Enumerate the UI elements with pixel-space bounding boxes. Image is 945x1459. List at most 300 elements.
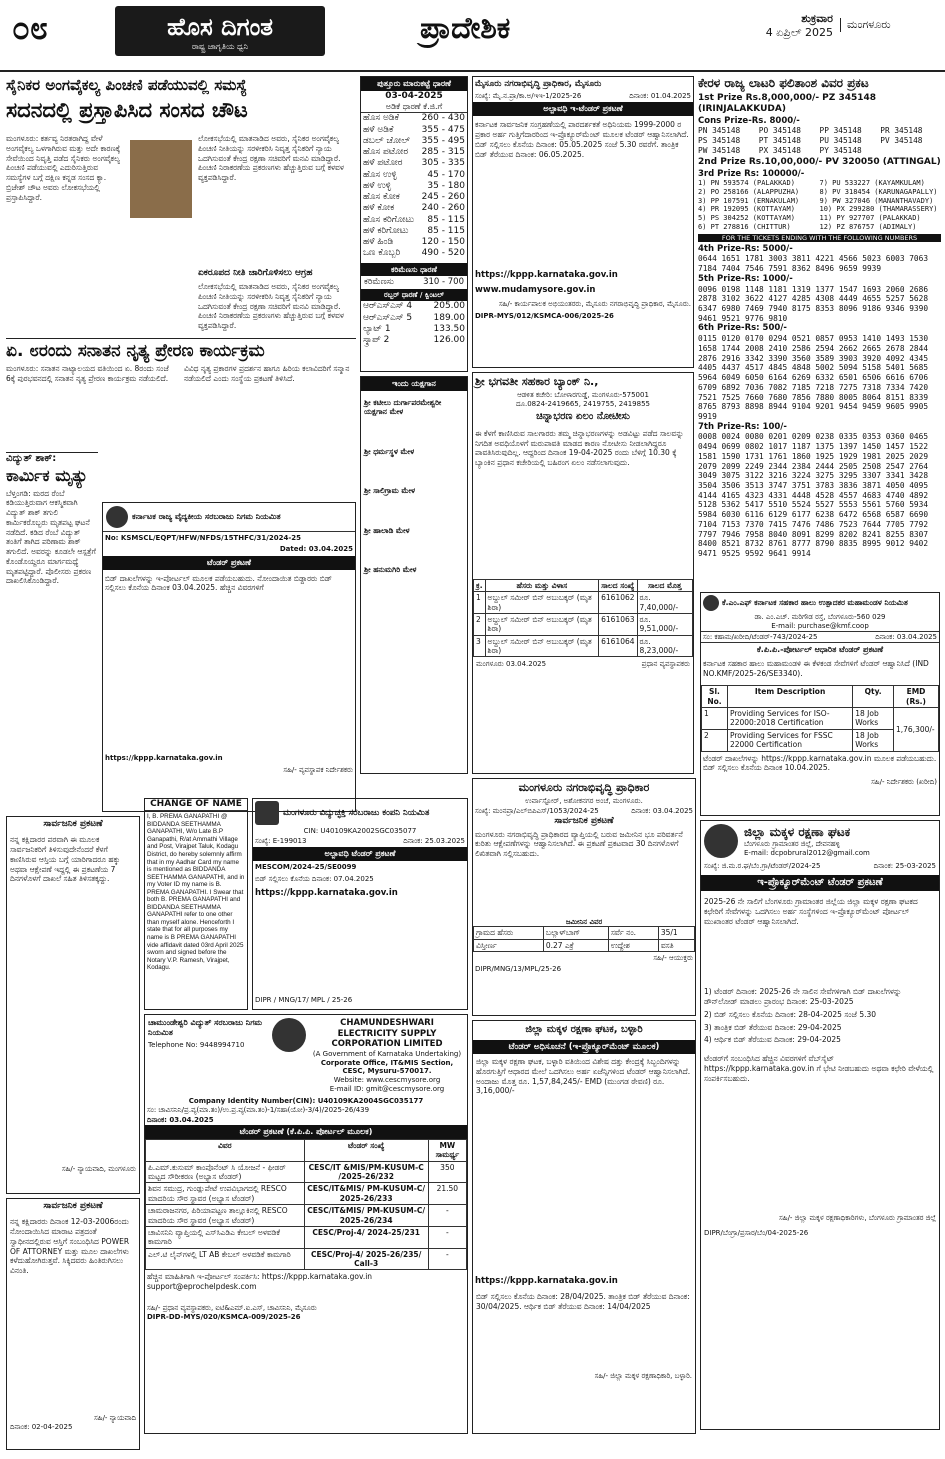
mcc-subtitle: ಉರ್ವಾಸ್ಟೋರ್, ಅಶೋಕನಗರ ಅಂಚೆ, ಮಂಗಳೂರು.: [525, 796, 643, 805]
masthead: [0, 0, 945, 72]
kmf-intro: ಕರ್ನಾಟಕ ಸಹಕಾರ ಹಾಲು ಮಹಾಮಂಡಳಿ ಈ ಕೆಳಕಂಡ ಸೇವೆಗಳಿಗೆ ಟೆಂಡರ್ ಆಹ್ವಾನಿಸಿದೆ (IND NO.KMF/2025-26/SE3340).: [703, 659, 929, 678]
rubber-value: 133.50: [433, 323, 465, 334]
bank-table-row: [474, 592, 693, 614]
cesc-cell-mw: -: [428, 1248, 466, 1270]
page-number: ೦೮: [12, 9, 48, 47]
mescom-date: ದಿನಾಂಕ: 25.03.2025: [403, 836, 465, 845]
bank-loan-table: [473, 579, 693, 658]
kmf-ref: ಸಂ: ಕಹಾಮ/ಖರೀದಿ/ಟೆಂಡರ್-743/2024-25: [703, 632, 818, 641]
bank-footer-place: ಮಂಗಳೂರು: [476, 660, 504, 669]
kmf-address: ಡಾ. ಎಂ.ಎಚ್. ಮರಿಗೌಡ ರಸ್ತೆ, ಬೆಂಗಳೂರು-560 029: [754, 613, 886, 621]
pepper-title: ಕರಿಮೆಣಸು ಧಾರಣೆ: [361, 263, 467, 276]
cesc-cell-tender: CESC/IT &MIS/PM-KUSUM-C /2025-26/232: [304, 1161, 428, 1183]
kmf-sign: ಸಹಿ/- ನಿರ್ದೇಶಕರು (ಖರೀದಿ): [871, 777, 937, 786]
lottery-second-prize: 2nd Prize Rs.10,00,000/- PV 320050 (ATTINGAL): [698, 157, 941, 168]
public-notice-1: [6, 816, 140, 1194]
rate-row: [361, 147, 467, 158]
lottery-fifth-label: 5th Prize-Rs: 1000/-: [698, 273, 793, 284]
rubber-row: [361, 324, 467, 335]
rate-range: 285 - 315: [421, 147, 465, 157]
ksmscl-website[interactable]: https://kppp.karnataka.gov.in: [105, 753, 223, 762]
third-prize-number: 2) PO 258166 (ALAPPUZHA): [698, 187, 800, 196]
rate-row: [361, 203, 467, 214]
cons-number: PY 345148: [819, 145, 862, 155]
mescom-heading: ಅಲ್ಪಾವಧಿ ಟೆಂಡರ್ ಪ್ರಕಟಣೆ: [253, 847, 467, 861]
cesc-date: ದಿನಾಂಕ: 03.04.2025: [147, 1116, 214, 1125]
rate-range: 85 - 115: [427, 225, 465, 236]
story2-body: ಮಂಗಳೂರು: ಸನಾತನ ನಾಟ್ಯಾಲಯದ ವತಿಯಿಂದ ಏ. 8ರಂದು ಸಂಜೆ 6ಕ್ಕೆ ಪುರಭವನದಲ್ಲಿ ಸನಾತನ ನೃತ್ಯ ಪ್ರೇರಣ ಕಾರ್ಯಕ್ರಮ ನಡೆಯಲಿದೆ. ವಿವಿಧ ನೃತ್ಯ ಪ್ರಕಾರಗಳ ಪ್ರದರ್ಶನ ಹಾಗೂ ಹಿರಿಯ ಕಲಾವಿದರಿಗೆ ಸನ್ಮಾನ ನಡೆಯಲಿದೆ ಎಂದು ಸಂಸ್ಥೆಯ ಪ್ರಕಟಣೆ ತಿಳಿಸಿದೆ.: [6, 364, 350, 383]
bank-heading: ಚಿನ್ನಾಭರಣ ಏಲಂ ನೋಟೀಸು: [536, 411, 630, 423]
muda-date: ದಿನಾಂಕ: 01.04.2025: [629, 91, 691, 100]
lottery-first-prize: 1st Prize Rs.8,000,000/- PZ 345148 (IRINJALAKKUDA): [698, 93, 877, 115]
rate-range: 120 - 150: [421, 237, 465, 247]
cesc-cell-mw: -: [428, 1226, 466, 1248]
mcc-date: ದಿನಾಂಕ: 03.04.2025: [631, 806, 693, 815]
arecanut-rates-table: [361, 113, 467, 259]
muda-dipr: DIPR-MYS/012/KSMCA-006/2025-26: [475, 312, 614, 321]
lottery-sixth-label: 6th Prize-Rs: 500/-: [698, 323, 787, 334]
ksmscl-title: ಕರ್ನಾಟಕ ರಾಜ್ಯ ವೈದ್ಯಕೀಯ ಸರಬರಾಜು ನಿಗಮ ನಿಯಮಿತ: [132, 512, 281, 521]
kmf-table-row: [702, 708, 939, 730]
rubber-rates-table: [361, 301, 467, 346]
third-prize-number: 11) PY 927707 (PALAKKAD): [819, 214, 921, 223]
dcpu-body-2: ಟೆಂಡರ್‌ಗೆ ಸಂಬಂಧಿಸಿದ ಹೆಚ್ಚಿನ ವಿವರಗಳಿಗೆ ವೆಬ್‌ಸೈಟ್ https://kppp.karnataka.gov.in ಗೆ ಭೇಟಿ ನೀಡಬಹುದು ಅಥವಾ ಕಛೇರಿ ವೇಳೆಯಲ್ಲಿ ಸಂಪರ್ಕಿಸಬಹುದು.: [704, 1054, 934, 1083]
yakshagana-item: ಶ್ರೀ ಸಾಲಿಗ್ರಾಮ ಮೇಳ: [364, 486, 416, 496]
rubber-value: 189.00: [433, 312, 465, 323]
market-date: 03-04-2025: [385, 91, 443, 101]
mcc-table-row: [474, 939, 695, 951]
notice1-body: ನನ್ನ ಕಕ್ಷಿದಾರರ ಪರವಾಗಿ ಈ ಮೂಲಕ ಸಾರ್ವಜನಿಕರಿಗೆ ತಿಳಿಸುವುದೇನೆಂದರೆ ಕೆಳಗೆ ಕಾಣಿಸಿರುವ ಆಸ್ತಿಯ ಬಗ್ಗೆ ಯಾರಿಗಾದರೂ ಹಕ್ಕು ಅಥವಾ ಆಕ್ಷೇಪಣೆ ಇದ್ದಲ್ಲಿ ಈ ಪ್ರಕಟಣೆಯ 7 ದಿನಗಳೊಳಗೆ ದಾಖಲೆ ಸಹಿತ ತಿಳಿಸತಕ್ಕದ್ದು.: [10, 835, 121, 884]
lottery-fifth-numbers: 0096 0198 1148 1181 1319 1377 1547 1693 2060 2686 2878 3102 3622 4127 4285 4308 4449 4655 5257 5628 6347 6980 7469 7940 8175 8353 8096 9186 9346 9390 9461 9521 9776 9810: [698, 284, 929, 323]
dcpu-item: 3) ತಾಂತ್ರಿಕ ಬಿಡ್ ತೆರೆಯುವ ದಿನಾಂಕ: 29-04-2025: [704, 1022, 842, 1032]
mcc-body: ಮಂಗಳೂರು ನಗರಾಭಿವೃದ್ಧಿ ಪ್ರಾಧಿಕಾರದ ವ್ಯಾಪ್ತಿಯಲ್ಲಿ ಬರುವ ಜಮೀನಿನ ಭೂ ಪರಿವರ್ತನೆ ಕುರಿತು ಆಕ್ಷೇಪಣೆಗಳನ್ನು ಆಹ್ವಾನಿಸಲಾಗಿದೆ. ಈ ಪ್ರಕಟಣೆ ಪ್ರಕಟವಾದ 30 ದಿನಗಳೊಳಗೆ ಲಿಖಿತವಾಗಿ ಸಲ್ಲಿಸಬಹುದು.: [475, 829, 683, 858]
kmf-col-header: EMD (Rs.): [893, 686, 938, 708]
cesc-footer: ಹೆಚ್ಚಿನ ಮಾಹಿತಿಗಾಗಿ ಇ-ಪೋರ್ಟಲ್ ಸಂಪರ್ಕಿಸಿ: https://kppp.karnataka.gov.in support@eprochelpdesk.com: [147, 1272, 373, 1292]
kmf-logo-icon: [703, 595, 719, 611]
ksmscl-date: Dated: 03.04.2025: [279, 544, 353, 553]
notice1-title: ಸಾರ್ವಜನಿಕ ಪ್ರಕಟಣೆ: [43, 819, 103, 829]
kmf-cell-emd: 1,76,300/-: [893, 708, 938, 752]
pepper-row: [361, 276, 467, 289]
pepper-label: ಕರಿಮೆಣಸು: [364, 276, 394, 287]
bank-cell: 6161063: [599, 613, 637, 635]
mcc-cell: ವಸತಿ: [658, 939, 694, 951]
cons-number: PN 345148: [698, 126, 741, 136]
cesc-title-en: CHAMUNDESHWARI ELECTRICITY SUPPLY CORPORATION LIMITED: [331, 1018, 443, 1050]
date-label: 4 ಏಪ್ರಿಲ್ 2025: [765, 25, 833, 39]
dcpu-email: E-mail: dcpobrural2012@gmail.com: [744, 848, 870, 857]
bank-cell: ರೂ. 8,23,000/-: [637, 635, 692, 657]
kmf-date: ದಿನಾಂಕ: 03.04.2025: [875, 632, 937, 641]
dcpu-items: [701, 984, 939, 1051]
kmf-contact: E-mail: purchase@kmf.coop: [771, 621, 869, 630]
rate-name: ಒಣ ಕೊಬ್ಬರಿ: [363, 248, 401, 259]
pepper-rate: 310 - 700: [423, 276, 464, 287]
market-subtitle: ಅಡಿಕೆ ಧಾರಣೆ ಕೆ.ಜಿ.ಗೆ: [361, 102, 467, 113]
rate-name: ಹೊಸ ಉಳ್ಳಿ: [363, 169, 397, 180]
cesc-cell-desc: ಚಾಮರಾಜನಗರ, ಪಿರಿಯಾಪಟ್ಟಣ ತಾಲ್ಲೂಕಿನಲ್ಲಿ RESCO ಮಾದರಿಯ ಸೌರ ಸ್ಥಾವರ (ಅಭ್ಯಾಸ ಟೆಂಡರ್): [146, 1205, 305, 1227]
rubber-row: [361, 335, 467, 346]
cesc-cell-mw: -: [428, 1205, 466, 1227]
rate-row: [361, 136, 467, 147]
cons-number: PO 345148: [758, 126, 801, 136]
section-title: ಪ್ರಾದೇಶಿಕ: [420, 11, 511, 46]
cesc-email[interactable]: E-mail ID: gmit@cescmysore.org: [329, 1084, 445, 1093]
con-body: I, B. PREMA GANAPATHI @ BIDDANDA SEETHAMMA GANAPATHI, W/o Late B.P Ganapathi, R/at Ammathi Village and Post, Virajpet Taluk, Kodagu District, do hereby solemnly affirm that in my Aadhar Card my name is mentioned as BIDDANDA SEETHAMMA GANAPATHI, and in my Voter ID my name is B. PREMA GANAPATHI. I Swear that both B. PREMA GANAPATHI and BIDDANDA SEETHAMMA GANAPATHI refer to one other than myself alone. Henceforth I state that for all purposes my name is B PREMA GANAPATHI vide affidavit dated 03rd April 2025 sworn and signed before the Notary V.P. Ramesh, Virajpet, Kodagu.: [147, 813, 245, 972]
lottery-sixth-numbers: 0115 0120 0170 0294 0521 0857 0953 1410 1493 1530 1658 1744 2008 2410 2586 2594 2662 2665 2678 2844 2876 2916 3342 3390 3560 3589 3903 3920 4092 4345 4405 4437 4517 4845 4848 5002 5094 5158 5401 5685 5964 6049 6050 6164 6269 6332 6501 6506 6616 6706 6709 6892 7036 7082 7185 7218 7275 7318 7334 7420 7521 7525 7660 7680 7856 7880 8005 8064 8151 8339 8765 8793 8898 8944 9104 9201 9454 9459 9605 9905 9919: [698, 334, 929, 421]
rate-row: [361, 248, 467, 259]
karnataka-emblem-icon: [106, 506, 128, 528]
mcc-dipr: DIPR/MNG/13/MPL/25-26: [475, 964, 562, 973]
bank-cell: ರೂ. 7,40,000/-: [637, 592, 692, 614]
cesc-table-row: [146, 1248, 467, 1270]
lottery-last4-note: FOR THE TICKETS ENDING WITH THE FOLLOWING NUMBERS: [698, 234, 941, 242]
lottery-cons-label: Cons Prize-Rs. 8000/-: [698, 115, 800, 126]
bank-cell: ರೂ. 9,51,000/-: [637, 613, 692, 635]
cons-number: PP 345148: [819, 126, 862, 136]
mescom-tender-no: MESCOM/2024-25/SE0099: [255, 862, 357, 871]
muda-body: ಕರ್ನಾಟಕ ಸಾರ್ವಜನಿಕ ಸಂಗ್ರಹಣೆಯಲ್ಲಿ ಪಾರದರ್ಶಕತೆ ಅಧಿನಿಯಮ 1999-2000 ರ ಪ್ರಕಾರ ಅರ್ಹ ಗುತ್ತಿಗೆದಾರರಿಂದ ಇ-ಪ್ರೊಕ್ಯೂರ್‌ಮೆಂಟ್ ಮೂಲಕ ಟೆಂಡರ್ ಆಹ್ವಾನಿಸಲಾಗಿದೆ. ಬಿಡ್ ಸಲ್ಲಿಸಲು ಕೊನೆಯ ದಿನಾಂಕ: 05.05.2025 ಸಂಜೆ 5.30 ರವರೆಗೆ. ತಾಂತ್ರಿಕ ಬಿಡ್ ತೆರೆಯುವ ದಿನಾಂಕ: 06.05.2025.: [475, 120, 689, 159]
bank-table-row: [474, 635, 693, 657]
rate-name: ಹಳೆ ಹಿಂಡಿ: [363, 237, 394, 247]
cesc-table-row: [146, 1226, 467, 1248]
rate-name: ಹಳೆ ಉಳ್ಳಿ: [363, 180, 392, 191]
notice2-title: ಸಾರ್ವಜನಿಕ ಪ್ರಕಟಣೆ: [43, 1201, 103, 1211]
kmf-footer: ಟೆಂಡರ್ ದಾಖಲೆಗಳನ್ನು https://kppp.karnataka.gov.in ಮೂಲಕ ಪಡೆಯಬಹುದು. ಬಿಡ್ ಸಲ್ಲಿಸಲು ಕೊನೆಯ ದಿನಾಂಕ 10.04.2025.: [703, 753, 937, 773]
rate-range: 240 - 260: [421, 203, 465, 214]
ksmscl-tender: [102, 502, 356, 812]
rate-row: [361, 158, 467, 169]
cesc-telephone: Telephone No: 9448994710: [148, 1041, 245, 1049]
public-notice-2: [6, 1198, 140, 1450]
dcpu-sign: ಸಹಿ/- ಜಿಲ್ಲಾ ಮಕ್ಕಳ ರಕ್ಷಣಾಧಿಕಾರಿಗಳು, ಬೆಂಗಳೂರು ಗ್ರಾಮಾಂತರ ಜಿಲ್ಲೆ: [779, 1214, 936, 1222]
rubber-name: ಆರ್‌ಎಸ್‌ಎಸ್ 4: [363, 301, 413, 312]
rubber-name: ಆರ್‌ಎಸ್‌ಎಸ್ 5: [363, 312, 413, 323]
story-sanatana: [6, 338, 356, 450]
notice2-body: ನನ್ನ ಕಕ್ಷಿದಾರರು ದಿನಾಂಕ 12-03-2006ರಂದು ನೋಂದಾಯಿಸಿದ ಮಾರಾಟ ಪತ್ರದಂತೆ ಸ್ವಾಧೀನದಲ್ಲಿರುವ ಆಸ್ತಿಗೆ ಸಂಬಂಧಿಸಿದ POWER OF ATTORNEY ಮತ್ತು ಮೂಲ ದಾಖಲೆಗಳು ಕಳೆದುಹೋಗಿರುತ್ತವೆ. ಸಿಕ್ಕಿದವರು ಹಿಂತಿರುಗಿಸಲು ವಿನಂತಿ.: [10, 1217, 130, 1275]
kmf-cell-item: Providing Services for FSSC 22000 Certification: [727, 729, 852, 751]
third-prize-number: 12) PZ 876757 (ADIMALY): [819, 222, 917, 231]
rate-name: ಹಳೆ ಅಡಿಕೆ: [363, 124, 394, 135]
paper-tagline: ರಾಷ್ಟ್ರ ಜಾಗೃತಿಯ ಧ್ವನಿ: [191, 42, 249, 51]
yakshagana-listing: [360, 376, 468, 774]
market-title: ಪುತ್ತೂರು ಮಾರುಕಟ್ಟೆ ಧಾರಣೆ: [361, 77, 467, 91]
cesc-table-row: [146, 1183, 467, 1205]
kmf-title: ಕೆ.ಎಂ.ಎಫ್ ಕರ್ನಾಟಕ ಸಹಕಾರ ಹಾಲು ಉತ್ಪಾದಕರ ಮಹಾಮಂಡಳ ನಿಯಮಿತ: [722, 598, 908, 608]
kmf-cell-item: Providing Services for ISO-22000:2018 Certification: [727, 708, 852, 730]
rubber-name: ಲ್ಯಾಟ್ 1: [363, 323, 391, 334]
bank-cell: 1: [474, 592, 486, 614]
bank-col-header: ಹೆಸರು ಮತ್ತು ವಿಳಾಸ: [485, 579, 599, 591]
bellary-title: ಜಿಲ್ಲಾ ಮಕ್ಕಳ ರಕ್ಷಣಾ ಘಟಕ, ಬಳ್ಳಾರಿ: [525, 1024, 643, 1035]
muda-website[interactable]: https://kppp.karnataka.gov.in: [475, 270, 618, 281]
third-prize-number: 10) PX 299280 (THAMARASSERY): [819, 205, 938, 214]
cesc-title-kn: ಚಾಮುಂಡೇಶ್ವರಿ ವಿದ್ಯುತ್ ಸರಬರಾಜು ನಿಗಮ ನಿಯಮಿತ: [148, 1018, 263, 1037]
rate-name: ಡಬಲ್ ಚೋಲ್: [363, 135, 411, 146]
bank-title: ಶ್ರೀ ಭಗವತೀ ಸಹಕಾರ ಬ್ಯಾಂಕ್ ನಿ.,: [475, 375, 599, 388]
rate-row: [361, 181, 467, 192]
bellary-body: ಜಿಲ್ಲಾ ಮಕ್ಕಳ ರಕ್ಷಣಾ ಘಟಕ, ಬಳ್ಳಾರಿ ವತಿಯಿಂದ ವಿಶೇಷ ದತ್ತು ಕೇಂದ್ರಕ್ಕೆ ಸಿಬ್ಬಂದಿಗಳನ್ನು ಹೊರಗುತ್ತಿಗೆ ಆಧಾರದ ಮೇಲೆ ಒದಗಿಸಲು ಅರ್ಹ ಏಜೆನ್ಸಿಗಳಿಂದ ಟೆಂಡರ್ ಆಹ್ವಾನಿಸಲಾಗಿದೆ. ಅಂದಾಜು ಮೊತ್ತ ರೂ. 1,57,84,245/- EMD (ಮುಂಗಡ ಠೇವಣಿ) ರೂ. 3,16,000/-: [476, 1057, 691, 1096]
cons-number: PU 345148: [819, 135, 862, 145]
muda-heading: ಅಲ್ಪಾವಧಿ ಇ-ಟೆಂಡರ್ ಪ್ರಕಟಣೆ: [473, 102, 693, 116]
rate-range: 355 - 475: [421, 124, 465, 135]
mp-photo: [130, 140, 192, 218]
change-of-name-notice: [144, 798, 248, 1010]
kmf-cell-no: 1: [702, 708, 728, 730]
lottery-fourth-label: 4th Prize-Rs: 5000/-: [698, 243, 793, 254]
paper-logo: [115, 6, 325, 56]
cesc-tender: [144, 1014, 468, 1434]
mcc-cell: ಗ್ರಾಮದ ಹೆಸರು: [474, 927, 544, 939]
mangaluru-uda-notice: [472, 778, 696, 1016]
bank-cell: ಅಬ್ದುಲ್ ಸಮೀರ್ ಬಿನ್ ಅಬುಬಕ್ಕರ್ (ಮೃತ ಶಿರಾ): [485, 613, 599, 635]
cesc-cell-tender: CESC/Proj-4/ 2024-25/231: [304, 1226, 428, 1248]
cons-number: PS 345148: [698, 135, 741, 145]
cesc-cell-mw: 350: [428, 1161, 466, 1183]
story-mp-chowta: [6, 76, 356, 336]
muda-ref: ಸಂಖ್ಯೆ: ಮೈ.ನ.ಪ್ರಾ/ಕಾ.ಅ/ಇಇ-1/2025-26: [475, 91, 582, 100]
kmf-col-header: Sl. No.: [702, 686, 728, 708]
mescom-dipr: DIPR / MNG/17/ MPL / 25-26: [255, 996, 353, 1005]
bank-col-header: ಸಾಲದ ಸಂಖ್ಯೆ: [599, 579, 637, 591]
mcc-cell: ವಿಸ್ತೀರ್ಣ: [474, 939, 544, 951]
kerala-lottery-results: [698, 76, 941, 588]
cesc-sub-en: (A Government of Karnataka Undertaking): [312, 1049, 462, 1058]
dcpu-dipr: DIPR/ಬೆಂಗ್ರಾ/ಪ್ರಸಾರ/ಬೆಂ/04-2025-26: [704, 1228, 809, 1237]
story1-body-left: ಮಂಗಳೂರು: ಕರ್ತವ್ಯ ನಿರತರಾಗಿದ್ದ ವೇಳೆ ಅಂಗವೈಕಲ್ಯ ಒಳಗಾಗಿರುವ ಮತ್ತು ಅದೇ ಕಾರಣಕ್ಕೆ ಸೇವೆಯಿಂದ ನಿವೃತ್ತಿ ಪಡೆದ ಸೈನಿಕರು ಅಂಗವೈಕಲ್ಯ ಪಿಂಚಣಿ ಪಡೆಯುವಲ್ಲಿ ಎದುರಿಸುತ್ತಿರುವ ಸಮಸ್ಯೆಗಳ ಬಗ್ಗೆ ದಕ್ಷಿಣ ಕನ್ನಡ ಸಂಸದ ಕ್ಯಾ. ಬ್ರಿಜೇಶ್ ಚೌಟ ಅವರು ಲೋಕಸಭೆಯಲ್ಲಿ ಪ್ರಸ್ತಾಪಿಸಿದ್ದಾರೆ.: [6, 134, 121, 202]
bank-cell: ಅಬ್ದುಲ್ ಸಮೀರ್ ಬಿನ್ ಅಬುಬಕ್ಕರ್ (ಮೃತ ಶಿರಾ): [485, 635, 599, 657]
muda-website-2[interactable]: www.mudamysore.gov.in: [475, 285, 596, 295]
bank-footer-date: 03.04.2025: [505, 660, 547, 669]
cesc-ref: ಸಂ: ಚಾವಿಸನಿನಿ/ಪ್ರ.ವ್ಯ(ಮಾ.ತಂ)/ಉ.ಪ್ರ.ವ್ಯ(ಮಾ.ತಂ)-1/ಸಹಾ(ಯೋ)-3/4)/2025-26/439: [147, 1106, 370, 1115]
cesc-office: Corporate Office, IT&MIS Section, CESC, Mysuru-570017.: [320, 1058, 454, 1076]
story1-kicker: ಸೈನಿಕರ ಅಂಗವೈಕಲ್ಯ ಪಿಂಚಣಿ ಪಡೆಯುವಲ್ಲಿ ಸಮಸ್ಯೆ: [6, 76, 248, 94]
cesc-table-header: [146, 1139, 467, 1161]
rubber-name: ಸ್ಕ್ರಾಪ್ 2: [363, 335, 390, 345]
third-prize-number: 8) PV 318454 (KARUNAGAPALLY): [819, 187, 938, 196]
story1-subhead: ಏಕರೂಪದ ನೀತಿ ಜಾರಿಗೊಳಿಸಲು ಆಗ್ರಹ: [198, 268, 313, 278]
market-rates-box: [360, 76, 468, 372]
bank-body: ಈ ಕೆಳಗೆ ಕಾಣಿಸಿರುವ ಸಾಲಗಾರರು ತಮ್ಮ ಚಿನ್ನಾಭರಣಗಳನ್ನು ಅಡವಿಟ್ಟು ಪಡೆದ ಸಾಲವನ್ನು ನಿಗದಿತ ಅವಧಿಯೊಳಗೆ ಮರುಪಾವತಿ ಮಾಡದ ಕಾರಣ ನೋಟೀಸು ನೀಡಲಾಗಿದ್ದರೂ ಪಾವತಿಸಿರುವುದಿಲ್ಲ. ಆದ್ದರಿಂದ ದಿನಾಂಕ 19-04-2025 ರಂದು ಬೆಳಿಗ್ಗೆ 10.30 ಕ್ಕೆ ಬ್ಯಾಂಕಿನ ಪ್ರಧಾನ ಕಚೇರಿಯಲ್ಲಿ ಬಹಿರಂಗ ಏಲಂ ನಡೆಸಲಾಗುವುದು.: [475, 428, 684, 467]
mescom-website[interactable]: https://kppp.karnataka.gov.in: [255, 888, 398, 898]
rate-name: ಹೊಸ ಕರಿಗೋಟು: [363, 214, 415, 225]
bank-cell: ಅಬ್ದುಲ್ ಸಮೀರ್ ಬಿನ್ ಅಬುಬಕ್ಕರ್ (ಮೃತ ಶಿರಾ): [485, 592, 599, 614]
yakshagana-header: ಇಂದು ಯಕ್ಷಗಾನ: [361, 377, 467, 391]
paper-name: ಹೊಸ ದಿಗಂತ: [167, 13, 273, 41]
cesc-table-row: [146, 1161, 467, 1183]
city-label: ಮಂಗಳೂರು: [840, 18, 891, 32]
cesc-cell-desc: ಚಾವಿಸನಿನಿ ವ್ಯಾಪ್ತಿಯಲ್ಲಿ ಎಸ್‌ಸಿಎಡಿಎ ಕೇಬಲ್ ಅಳವಡಿಕೆ ಕಾಮಗಾರಿ: [146, 1226, 305, 1248]
bank-cell: 6161064: [599, 635, 637, 657]
dcpu-title: ಜಿಲ್ಲಾ ಮಕ್ಕಳ ರಕ್ಷಣಾ ಘಟಕ: [744, 824, 851, 839]
lottery-title: ಕೇರಳ ರಾಜ್ಯ ಲಾಟರಿ ಫಲಿತಾಂಶ ವಿವರ ಪ್ರಕಟ: [698, 76, 869, 90]
mcc-cell: 35/1: [658, 927, 694, 939]
cesc-col-header: ವಿವರ: [146, 1139, 305, 1161]
story3-body: ಬೆಳ್ತಂಗಡಿ: ಮರದ ರೆಂಬೆ ಕಡಿಯುತ್ತಿರುವಾಗ ಆಕಸ್ಮಿಕವಾಗಿ ವಿದ್ಯುತ್ ಶಾಕ್ ತಗುಲಿ ಕಾರ್ಮಿಕರೊಬ್ಬರು ಮೃತಪಟ್ಟ ಘಟನೆ ನಡೆದಿದೆ. ಕಡಿದ ರೆಂಬೆ ವಿದ್ಯುತ್ ತಂತಿಗೆ ತಾಗಿದ ಪರಿಣಾಮ ಶಾಕ್ ತಗುಲಿದೆ. ಅವರನ್ನು ಕೂಡಲೇ ಆಸ್ಪತ್ರೆಗೆ ಕೊಂಡೊಯ್ದರೂ ಮಾರ್ಗಮಧ್ಯೆ ಮೃತಪಟ್ಟಿದ್ದಾರೆ. ಪೊಲೀಸರು ಪ್ರಕರಣ ದಾಖಲಿಸಿಕೊಂಡಿದ್ದಾರೆ.: [6, 488, 96, 586]
rate-range: 45 - 170: [427, 169, 465, 180]
dcpu-date: ದಿನಾಂಕ: 25-03-2025: [873, 862, 936, 870]
kmf-col-header: Qty.: [853, 686, 894, 708]
lottery-seventh-label: 7th Prize-Rs: 100/-: [698, 421, 787, 432]
bellary-dates: ಬಿಡ್ ಸಲ್ಲಿಸಲು ಕೊನೆಯ ದಿನಾಂಕ: 28/04/2025. ತಾಂತ್ರಿಕ ಬಿಡ್ ತೆರೆಯುವ ದಿನಾಂಕ: 30/04/2025. ಆರ್ಥಿಕ ಬಿಡ್ ತೆರೆಯುವ ದಿನಾಂಕ: 14/04/2025: [476, 1291, 690, 1311]
bank-cell: 2: [474, 613, 486, 635]
government-emblem-icon: [704, 824, 738, 858]
cons-number: PV 345148: [880, 135, 923, 145]
kmf-heading: ಕೆ.ಪಿ.ಪಿ.-ಪೋರ್ಟಲ್ ಆಧಾರಿತ ಟೆಂಡರ್ ಪ್ರಕಟಣೆ: [756, 645, 884, 655]
kmf-table-header: [702, 686, 939, 708]
bellary-dcpu-tender: [472, 1020, 696, 1434]
con-title: CHANGE OF NAME: [145, 799, 247, 811]
rate-name: ಹೊಸ ಪಟೋರ: [363, 147, 409, 157]
mcc-cell: ಬಲ್ಲಾಳ್‌ಬಾಗ್: [543, 927, 608, 939]
rate-name: ಹಳೆ ಕರಿಗೋಟು: [363, 225, 409, 236]
mescom-title: ಮಂಗಳೂರು ವಿದ್ಯುಚ್ಛಕ್ತಿ ಸರಬರಾಜು ಕಂಪನಿ ನಿಯಮಿತ: [283, 807, 430, 818]
bank-col-header: ಕ್ರ.: [474, 579, 486, 591]
bank-footer-sign: ಪ್ರಧಾನ ವ್ಯವಸ್ಥಾಪಕರು: [641, 660, 690, 669]
rate-range: 35 - 180: [427, 180, 465, 191]
ksmscl-heading: ಟೆಂಡರ್ ಪ್ರಕಟಣೆ: [103, 556, 355, 570]
third-prize-number: 7) PU 533227 (KAYAMKULAM): [819, 179, 925, 188]
cesc-table-row: [146, 1205, 467, 1227]
mescom-cin: CIN: U40109KA2002SGC035077: [303, 827, 417, 835]
rate-name: ಹೊಸ ಕೋಕ: [363, 192, 400, 202]
cons-number: PW 345148: [698, 145, 741, 155]
rubber-title: ರಬ್ಬರ್ ಧಾರಣೆ / ಕ್ವಿಂಟಲ್: [361, 289, 467, 302]
yakshagana-list: [361, 391, 467, 607]
third-prize-number: 1) PN 593574 (PALAKKAD): [698, 179, 795, 188]
yakshagana-item: ಶ್ರೀ ಧರ್ಮಸ್ಥಳ ಮೇಳ: [364, 446, 415, 456]
dcpu-item: 4) ಆರ್ಥಿಕ ಬಿಡ್ ತೆರೆಯುವ ದಿನಾಂಕ: 29-04-2025: [704, 1035, 841, 1045]
notice2-sign: ಸಹಿ/- ನ್ಯಾಯವಾದಿ: [94, 1414, 136, 1423]
lottery-seventh-numbers: 0008 0024 0080 0201 0209 0238 0335 0353 0360 0465 0494 0699 0802 1017 1187 1375 1397 1450 1457 1522 1581 1590 1731 1761 1860 1925 1929 1981 2025 2029 2079 2099 2249 2344 2384 2444 2505 2508 2547 2764 3049 3075 3122 3216 3224 3275 3295 3307 3341 3428 3504 3506 3513 3747 3751 3783 3836 3871 4050 4095 4144 4165 4323 4331 4448 4528 4557 4683 4740 4892 5128 5362 5417 5510 5524 5527 5553 5561 5760 5934 5984 6030 6116 6129 6177 6238 6472 6568 6587 6690 7104 7153 7370 7415 7476 7486 7523 7644 7705 7792 7797 7946 7958 8040 8091 8299 8202 8241 8255 8307 8400 8521 8732 8761 8777 8790 8835 8995 9012 9402 9471 9525 9592 9641 9914: [698, 432, 929, 559]
dcpu-ref: ಸಂಖ್ಯೆ: ಜಿ.ಮ.ರ.ಘ/ಬೆಂ.ಗ್ರಾ/ಟೆಂಡರ್/2024-25: [704, 862, 821, 870]
dcpu-body: 2025-26 ನೇ ಸಾಲಿಗೆ ಬೆಂಗಳೂರು ಗ್ರಾಮಾಂತರ ಜಿಲ್ಲೆಯ ಜಿಲ್ಲಾ ಮಕ್ಕಳ ರಕ್ಷಣಾ ಘಟಕದ ಕಛೇರಿಗೆ ಸೇವೆಗಳನ್ನು ಒದಗಿಸಲು ಅರ್ಹ ಸಂಸ್ಥೆಗಳಿಂದ ಇ-ಪ್ರೊಕ್ಯೂರ್‌ಮೆಂಟ್ ಪೋರ್ಟಲ್ ಮುಖಾಂತರ ಟೆಂಡರ್ ಆಹ್ವಾನಿಸಲಾಗಿದೆ.: [704, 897, 918, 926]
story-electric-shock: [6, 452, 98, 812]
dcpu-item: 2) ಬಿಡ್ ಸಲ್ಲಿಸಲು ಕೊನೆಯ ದಿನಾಂಕ: 28-04-2025 ಸಂಜೆ 5.30: [704, 1009, 877, 1019]
third-prize-number: 4) PR 192095 (KOTTAYAM): [698, 205, 795, 214]
mcc-ref: ಸಂಖ್ಯೆ: ಮಂನಪ್ರಾ/ಎಲ್‌ಬಿಪಿಎಸ್/1053/2024-25: [475, 806, 599, 815]
story3-headline: ಕಾರ್ಮಿಕ ಮೃತ್ಯು: [6, 465, 89, 485]
rate-name: ಹೊಸ ಅಡಿಕೆ: [363, 113, 399, 124]
rate-range: 245 - 260: [421, 192, 465, 202]
muda-title: ಮೈಸೂರು ನಗರಾಭಿವೃದ್ಧಿ ಪ್ರಾಧಿಕಾರ, ಮೈಸೂರು: [475, 79, 602, 89]
mcc-land-table: [473, 926, 695, 952]
mcc-sign: ಸಹಿ/- ಆಯುಕ್ತರು: [653, 954, 693, 962]
cons-number: PR 345148: [880, 126, 923, 136]
story1-body-cont: ಲೋಕಸಭೆಯಲ್ಲಿ ಮಾತನಾಡಿದ ಅವರು, ಸೈನಿಕರ ಅಂಗವೈಕಲ್ಯ ಪಿಂಚಣಿ ನೀತಿಯನ್ನು ಸರಳೀಕರಿಸಿ ನಿವೃತ್ತ ಸೈನಿಕರಿಗೆ ನ್ಯಾಯ ಒದಗಿಸುವಂತೆ ಕೇಂದ್ರ ರಕ್ಷಣಾ ಸಚಿವರಿಗೆ ಮನವಿ ಮಾಡಿದ್ದಾರೆ. ಪಿಂಚಣಿ ನಿರಾಕರಣೆಯ ಪ್ರಕರಣಗಳು ಹೆಚ್ಚುತ್ತಿರುವ ಬಗ್ಗೆ ಕಳವಳ ವ್ಯಕ್ತಪಡಿಸಿದ್ದಾರೆ.: [198, 282, 344, 330]
bank-cell: 3: [474, 635, 486, 657]
mcc-cell: 0.27 ಎಕ್ರೆ: [543, 939, 608, 951]
day-label: ಶುಕ್ರವಾರ: [801, 12, 833, 25]
rate-row: [361, 170, 467, 181]
rate-row: [361, 215, 467, 226]
bellary-website[interactable]: https://kppp.karnataka.gov.in: [475, 1276, 618, 1287]
cesc-cell-tender: CESC/IT&MIS/ PM-KUSUM-C/ 2025-26/233: [304, 1183, 428, 1205]
third-prize-number: 5) PS 304252 (KOTTAYAM): [698, 214, 795, 223]
rate-row: [361, 237, 467, 248]
lottery-third-numbers: [698, 179, 941, 232]
bank-col-header: ಸಾಲದ ಮೊತ್ತ: [637, 579, 692, 591]
mescom-deadline: ಬಿಡ್ ಸಲ್ಲಿಸಲು ಕೊನೆಯ ದಿನಾಂಕ: 07.04.2025: [255, 875, 374, 884]
story1-headline: ಸದನದಲ್ಲಿ ಪ್ರಸ್ತಾಪಿಸಿದ ಸಂಸದ ಚೌಟ: [6, 97, 248, 122]
mcc-heading: ಸಾರ್ವಜನಿಕ ಪ್ರಕಟಣೆ: [554, 816, 614, 827]
mcc-title: ಮಂಗಳೂರು ನಗರಾಭಿವೃದ್ಧಿ ಪ್ರಾಧಿಕಾರ: [518, 781, 650, 794]
cesc-col-header: ಟೆಂಡರ್ ಸಂಖ್ಯೆ: [304, 1139, 428, 1161]
bank-cell: 6161062: [599, 592, 637, 614]
mescom-tender: [252, 798, 468, 1010]
bellary-sign: ಸಹಿ/- ಜಿಲ್ಲಾ ಮಕ್ಕಳ ರಕ್ಷಣಾಧಿಕಾರಿ, ಬಳ್ಳಾರಿ.: [594, 1371, 692, 1380]
ksmscl-body: ಬಿಡ್ ದಾಖಲೆಗಳನ್ನು ಇ-ಪೋರ್ಟಲ್ ಮೂಲಕ ಪಡೆಯಬಹುದು. ನೋಂದಾಯಿತ ಬಿಡ್ದಾರರು ಬಿಡ್ ಸಲ್ಲಿಸಲು ಕೊನೆಯ ದಿನಾಂಕ 03.04.2025. ಹೆಚ್ಚಿನ ವಿವರಗಳಿಗೆ: [105, 573, 333, 593]
third-prize-number: 9) PW 327046 (MANANTHAVADY): [819, 196, 934, 205]
rubber-row: [361, 301, 467, 312]
bank-auction-notice: [472, 372, 694, 774]
rubber-value: 126.00: [433, 335, 465, 345]
cesc-logo-icon: [272, 1018, 306, 1052]
bank-table-row: [474, 613, 693, 635]
rate-range: 85 - 115: [427, 214, 465, 225]
mcc-cell: ಸರ್ವೆ ನಂ.: [608, 927, 658, 939]
cesc-dipr: DIPR-DD-MYS/020/KSMCA-009/2025-26: [147, 1313, 301, 1322]
story1-body-right: ಲೋಕಸಭೆಯಲ್ಲಿ ಮಾತನಾಡಿದ ಅವರು, ಸೈನಿಕರ ಅಂಗವೈಕಲ್ಯ ಪಿಂಚಣಿ ನೀತಿಯನ್ನು ಸರಳೀಕರಿಸಿ ನಿವೃತ್ತ ಸೈನಿಕರಿಗೆ ನ್ಯಾಯ ಒದಗಿಸುವಂತೆ ಕೇಂದ್ರ ರಕ್ಷಣಾ ಸಚಿವರಿಗೆ ಮನವಿ ಮಾಡಿದ್ದಾರೆ. ಪಿಂಚಣಿ ನಿರಾಕರಣೆಯ ಪ್ರಕರಣಗಳು ಹೆಚ್ಚುತ್ತಿರುವ ಬಗ್ಗೆ ಕಳವಳ ವ್ಯಕ್ತಪಡಿಸಿದ್ದಾರೆ.: [198, 134, 344, 182]
muda-tender: [472, 76, 694, 368]
kmf-cell-qty: 18 Job Works: [853, 729, 894, 751]
bank-table-header: [474, 579, 693, 591]
ksmscl-ref: No: KSMSCL/EQPT/HFW/NFDS/15THFC/31/2024-25: [105, 534, 301, 542]
notice1-sign: ಸಹಿ/- ನ್ಯಾಯವಾದಿ, ಮಂಗಳೂರು: [61, 1165, 136, 1174]
lottery-fourth-numbers: 0644 1651 1781 3003 3811 4221 4566 5023 6003 7063 7184 7404 7546 7591 8362 8496 9659 9939: [698, 254, 929, 274]
yakshagana-item: ಶ್ರೀ ಹನುಮಗಿರಿ ಮೇಳ: [364, 564, 417, 574]
rubber-value: 205.00: [433, 301, 465, 312]
bank-address: ಆಡಳಿತ ಕಚೇರಿ: ಬೋಳಾರಗುಡ್ಡೆ, ಮಂಗಳೂರು-575001: [517, 390, 649, 399]
rate-row: [361, 226, 467, 237]
notice2-date: ದಿನಾಂಕ: 02-04-2025: [10, 1423, 73, 1431]
cesc-sign: ಸಹಿ/- ಪ್ರಧಾನ ವ್ಯವಸ್ಥಾಪಕರು, ಐಟಿ&ಎಮ್.ಐ.ಎಸ್, ಚಾವಿಸನಿನಿ, ಮೈಸೂರು: [147, 1304, 317, 1313]
rate-name: ಹಳೆ ಪಟೋರ: [363, 158, 403, 169]
cons-number: PX 345148: [758, 145, 801, 155]
lottery-third-label: 3rd Prize Rs: 100000/-: [698, 168, 805, 179]
mcc-cell: ಉದ್ದೇಶ: [608, 939, 658, 951]
yakshagana-item: ಶ್ರೀ ಹಾಲಾಡಿ ಮೇಳ: [364, 525, 410, 535]
rate-range: 305 - 335: [421, 158, 465, 169]
cesc-col-header: MW ಸಾಮರ್ಥ್ಯ: [428, 1139, 466, 1161]
cesc-tender-table: [145, 1139, 467, 1271]
yakshagana-item: ಶ್ರೀ ಕಟೀಲು ದುರ್ಗಾಪರಮೇಶ್ವರೀ ಯಕ್ಷಗಾನ ಮೇಳ: [364, 398, 442, 417]
kmf-col-header: Item Description: [727, 686, 852, 708]
mcc-table-title: ಜಮೀನಿನ ವಿವರ: [565, 917, 603, 926]
story3-kicker: ವಿದ್ಯುತ್ ಶಾಕ್:: [6, 453, 57, 464]
dcpu-bengaluru-tender: [700, 820, 940, 1430]
bank-phone: ದೂ.0824-2419665, 2419755, 2419855: [516, 399, 650, 408]
dcpu-item: 1) ಟೆಂಡರ್ ದಿನಾಂಕ: 2025-26 ನೇ ಸಾಲಿನ ಸೇವೆಗಳಿಗಾಗಿ ಬಿಡ್ ದಾಖಲೆಗಳನ್ನು ಡೌನ್‌ಲೋಡ್ ಮಾಡಲು ಪ್ರಾರಂಭ ದಿನಾಂಕ: 25-03-2025: [704, 987, 902, 1006]
cesc-cell-mw: 21.50: [428, 1183, 466, 1205]
rate-range: 260 - 430: [421, 113, 465, 124]
rate-row: [361, 113, 467, 124]
cesc-cell-desc: ಎಲ್.ಟಿ ಲೈನ್‌ಗಳಲ್ಲಿ LT AB ಕೇಬಲ್ ಅಳವಡಿಕೆ ಕಾಮಗಾರಿ: [146, 1248, 305, 1270]
cesc-website[interactable]: Website: www.cescmysore.org: [333, 1076, 441, 1085]
rubber-row: [361, 313, 467, 324]
kmf-items-table: [701, 685, 939, 751]
rate-range: 355 - 495: [421, 135, 465, 146]
dcpu-heading: ಇ-ಪ್ರೊಕ್ಯೂರ್‌ಮೆಂಟ್ ಟೆಂಡರ್ ಪ್ರಕಟಣೆ: [701, 875, 939, 892]
bellary-heading: ಟೆಂಡರ್ ಅಧಿಸೂಚನೆ (ಇ-ಪ್ರೊಕ್ಯೂರ್‌ಮೆಂಟ್ ಮೂಲಕ): [473, 1040, 695, 1055]
dcpu-address: ಬೆಂಗಳೂರು ಗ್ರಾಮಾಂತರ ಜಿಲ್ಲೆ, ದೇವನಹಳ್ಳಿ: [744, 839, 840, 848]
rate-row: [361, 125, 467, 136]
mcc-table-row: [474, 927, 695, 939]
mescom-logo-icon: [255, 801, 279, 825]
rate-name: ಹಳೆ ಕೋಕ: [363, 203, 395, 214]
third-prize-number: 6) PT 278816 (CHITTUR): [698, 222, 791, 231]
cesc-cell-desc: ಶಿವನ ಸಮುದ್ರ, ಗುಂಡ್ಲುಪೇಟೆ ಉಪವಿಭಾಗದಲ್ಲಿ RESCO ಮಾದರಿಯ ಸೌರ ಸ್ಥಾವರ (ಅಭ್ಯಾಸ ಟೆಂಡರ್): [146, 1183, 305, 1205]
